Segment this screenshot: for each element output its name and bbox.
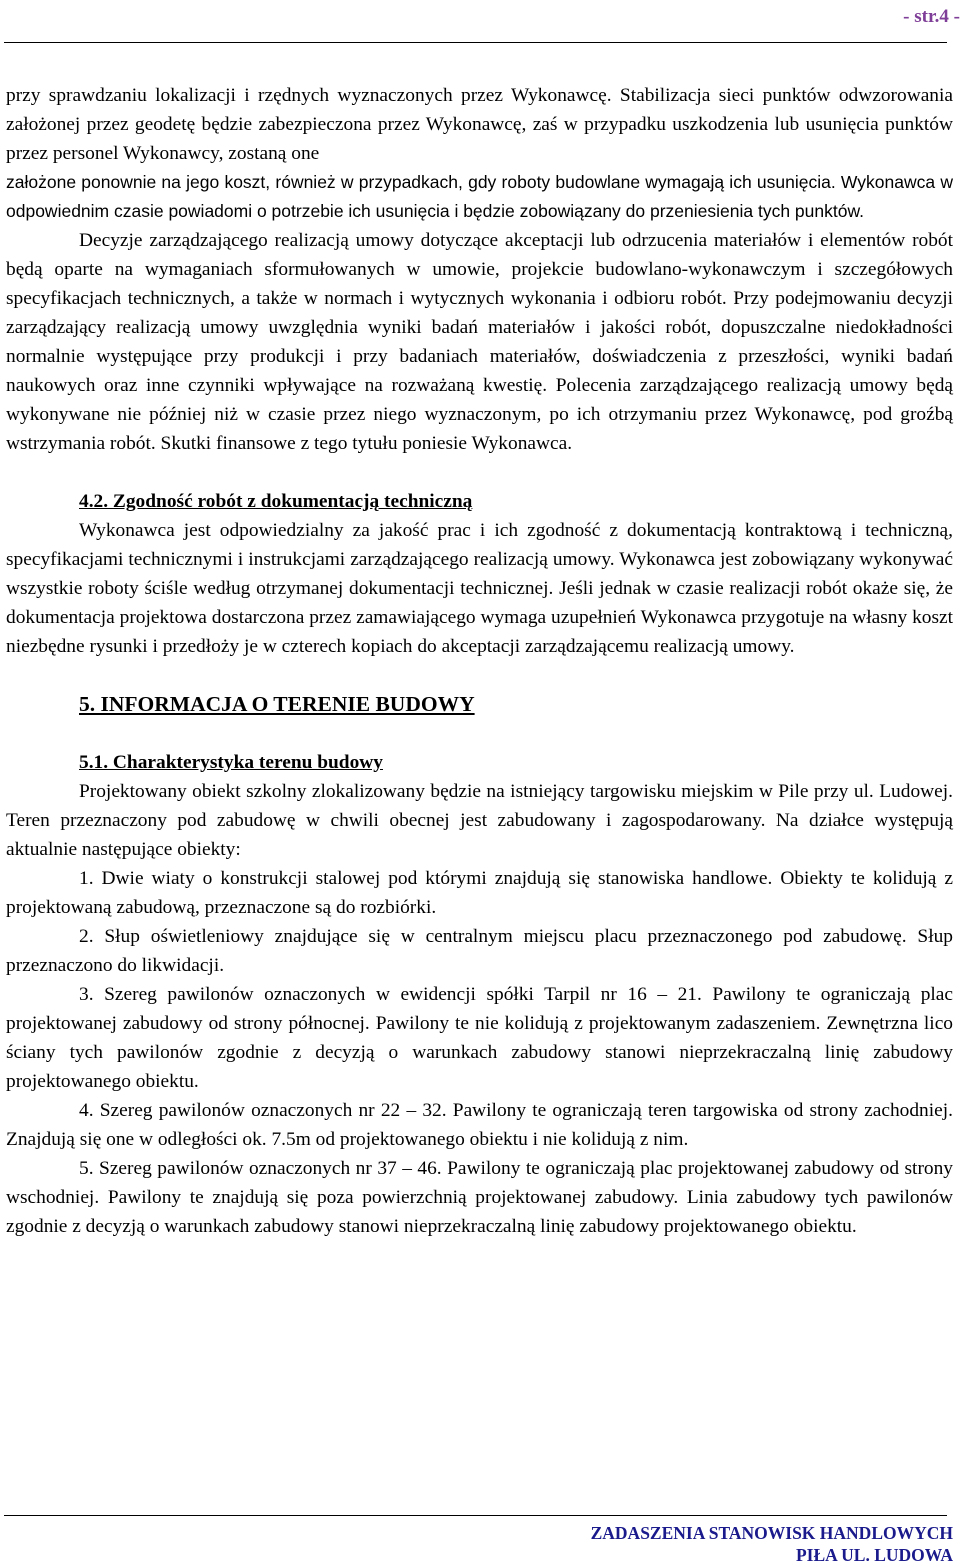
list-item: 4. Szereg pawilonów oznaczonych nr 22 – 32. Pawilony te ograniczają teren targowiska od strony zachodniej. Znajdują się one w odległości ok. 7.5m od projektowanego obiektu i nie kolidują z nim. [6, 1100, 953, 1150]
footer-location: PIŁA UL. LUDOWA [795, 1545, 953, 1565]
spacer [6, 661, 953, 690]
spacer [6, 458, 953, 487]
section-4-2-heading: 4.2. Zgodność robót z dokumentacją techniczną [79, 491, 473, 512]
spacer [6, 719, 953, 748]
page-number: - str.4 - [903, 6, 960, 27]
list-item: 5. Szereg pawilonów oznaczonych nr 37 – 46. Pawilony te ograniczają plac projektowanej zabudowy od strony wschodniej. Pawilony te znajdują się poza powierzchnią projektowanej zabudowy. Linia zabudowy tych pawilonów zgodnie z decyzją o warunkach zabudowy stanowi nieprzekraczalną linię zabudowy projektowanego obiektu. [6, 1158, 953, 1237]
list-item: 1. Dwie wiaty o konstrukcji stalowej pod którymi znajdują się stanowiska handlowe. Obiekty te kolidują z projektowaną zabudową, przeznaczone są do rozbiórki. [6, 868, 953, 918]
section-4-2-body: Wykonawca jest odpowiedzialny za jakość prac i ich zgodność z dokumentacją kontraktową i techniczną, specyfikacjami technicznymi i instrukcjami zarządzającego realizacją umowy. Wykonawca jest zobowiązany wykonywać wszystkie roboty ściśle według otrzymanej dokumentacji technicznej. Jeśli jednak w czasie realizacji robót okaże się, że dokumentacja projektowa dostarczona przez zamawiającego wymaga uzupełnień Wykonawca przygotuje na własny koszt niezbędne rysunki i przedłoży je w czterech kopiach do akceptacji zarządzającemu realizacją umowy. [6, 520, 953, 657]
footer [591, 1522, 953, 1566]
footer-rule [4, 1515, 947, 1516]
list-item: 3. Szereg pawilonów oznaczonych w ewidencji spółki Tarpil nr 16 – 21. Pawilony te ograniczają plac projektowanej zabudowy od strony północnej. Pawilony te nie kolidują z projektowanym zadaszeniem. Zewnętrzna lico ściany tych pawilonów zgodnie z decyzją o warunkach zabudowy stanowi nieprzekraczalną linię zabudowy projektowanego obiektu. [6, 984, 953, 1092]
section-5-1-heading: 5.1. Charakterystyka terenu budowy [79, 752, 383, 773]
list-item: 2. Słup oświetleniowy znajdujące się w centralnym miejscu placu przeznaczonego pod zabudowę. Słup przeznaczono do likwidacji. [6, 926, 953, 976]
footer-project-title: ZADASZENIA STANOWISK HANDLOWYCH [590, 1523, 953, 1543]
decision-paragraph: Decyzje zarządzającego realizacją umowy dotyczące akceptacji lub odrzucenia materiałów i elementów robót będą oparte na wymaganiach sformułowanych w umowie, projekcie budowlano-wykonawczym i szczegółowych specyfikacjach technicznych, a także w normach i wytycznych wykonania i odbioru robót. Przy podejmowaniu decyzji zarządzający realizacją umowy uwzględnia wyniki badań materiałów i jakości robót, dopuszczalne niedokładności normalnie występujące przy produkcji i przy badaniach materiałów, doświadczenia z przeszłości, wyniki badań naukowych oraz inne czynniki wpływające na rozważaną kwestię. Polecenia zarządzającego realizacją umowy będą wykonywane nie później niż w czasie przez niego wyznaczonym, po ich otrzymaniu przez Wykonawcę, pod groźbą wstrzymania robót. Skutki finansowe z tego tytułu poniesie Wykonawca. [6, 230, 953, 454]
document-body [6, 81, 953, 1241]
intro-paragraph-2: założone ponownie na jego koszt, również w przypadkach, gdy roboty budowlane wymagają ich usunięcia. Wykonawca w odpowiednim czasie powiadomi o potrzebie ich usunięcia i będzie zobowiązany do przeniesienia tych punktów. [6, 172, 953, 221]
section-5-heading: 5. INFORMACJA O TERENIE BUDOWY [79, 692, 475, 716]
header-rule [4, 42, 947, 43]
intro-paragraph-1: przy sprawdzaniu lokalizacji i rzędnych wyznaczonych przez Wykonawcę. Stabilizacja sieci punktów odwzorowania założonej przez geodetę będzie zabezpieczona przez Wykonawcę, zaś w przypadku uszkodzenia lub usunięcia punktów przez personel Wykonawcy, zostaną one [6, 85, 953, 164]
section-5-1-body: Projektowany obiekt szkolny zlokalizowany będzie na istniejący targowisku miejskim w Pile przy ul. Ludowej. Teren przeznaczony pod zabudowę w chwili obecnej jest zabudowany i zagospodarowany. Na działce występują aktualnie następujące obiekty: [6, 781, 953, 860]
